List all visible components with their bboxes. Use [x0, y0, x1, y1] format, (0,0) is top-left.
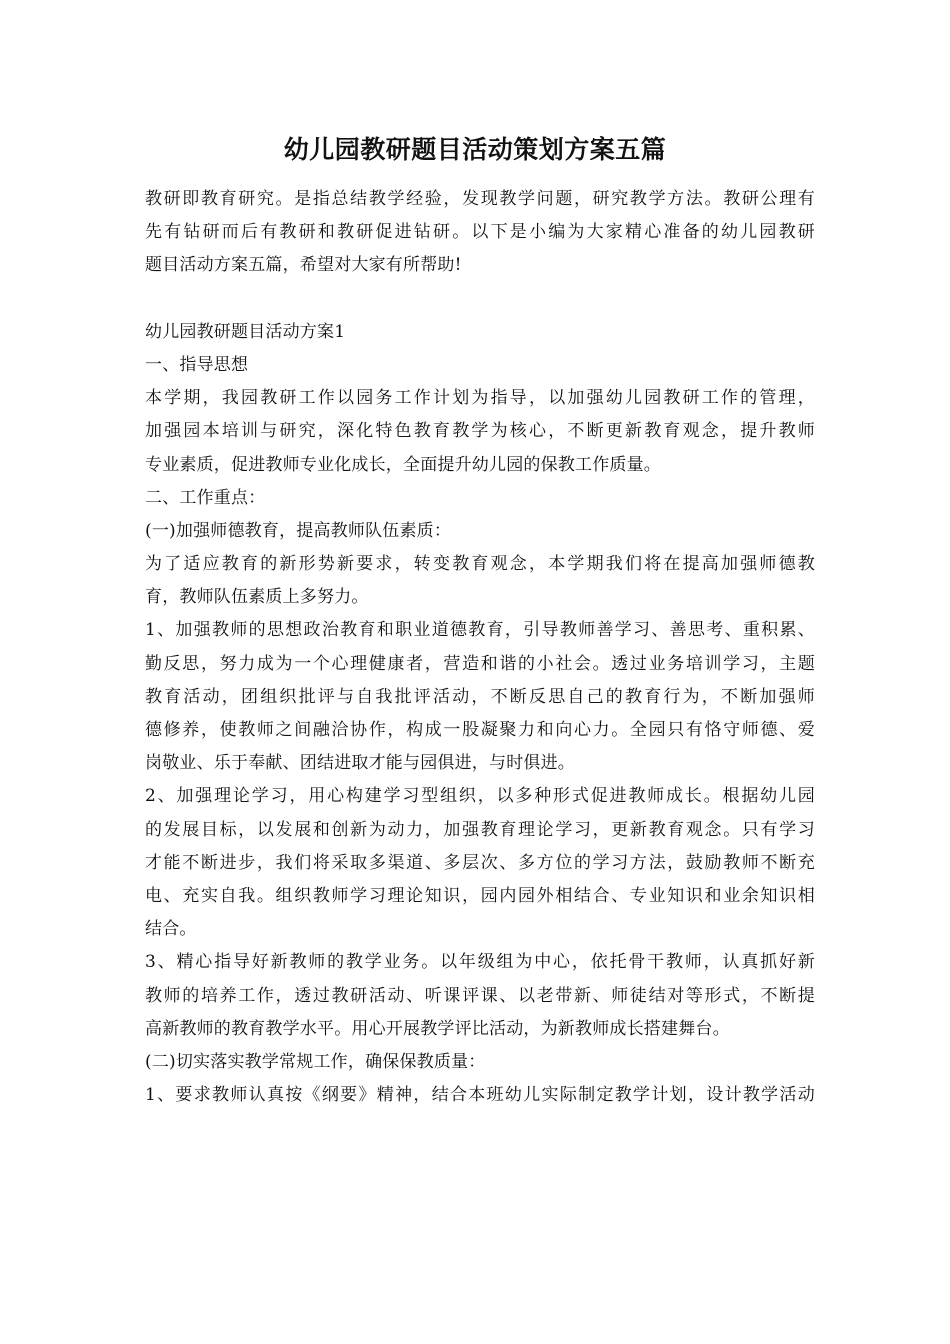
body-text-line: 2、加强理论学习，用心构建学习型组织，以多种形式促进教师成长。根据幼儿园: [145, 786, 815, 807]
body-text-line: 二、工作重点：: [145, 487, 266, 508]
body-text-line: 电、充实自我。组织教师学习理论知识，园内园外相结合、专业知识和业余知识相: [145, 885, 815, 906]
body-text-line: 为了适应教育的新形势新要求，转变教育观念，本学期我们将在提高加强师德教: [145, 554, 815, 575]
body-text-line: 德修养，使教师之间融洽协作，构成一股凝聚力和向心力。全园只有恪守师德、爱: [145, 720, 815, 740]
body-text-line: 专业素质，促进教师专业化成长，全面提升幼儿园的保教工作质量。: [145, 454, 661, 475]
body-text-line: 教师的培养工作，透过教研活动、听课评课、以老带新、师徒结对等形式，不断提: [145, 985, 815, 1006]
body-text-line: 3、精心指导好新教师的教学业务。以年级组为中心，依托骨干教师，认真抓好新: [145, 952, 815, 973]
body-text-line: 结合。: [145, 919, 197, 940]
document-body: [145, 183, 815, 1112]
body-text-line: 勤反思，努力成为一个心理健康者，营造和谐的小社会。透过业务培训学习，主题: [145, 653, 815, 674]
blank-line: [145, 283, 815, 316]
body-text-line: 1、加强教师的思想政治教育和职业道德教育，引导教师善学习、善思考、重积累、: [145, 620, 815, 641]
body-text-line: 一、指导思想: [145, 354, 249, 375]
body-text-line: 高新教师的教育教学水平。用心开展教学评比活动，为新教师成长搭建舞台。: [145, 1018, 730, 1039]
body-text-line: 才能不断进步，我们将采取多渠道、多层次、多方位的学习方法，鼓励教师不断充: [145, 852, 815, 873]
body-text-line: 题目活动方案五篇，希望对大家有所帮助!: [145, 255, 462, 276]
body-text-line: 幼儿园教研题目活动方案1: [145, 321, 346, 342]
body-text-line: 教育活动，团组织批评与自我批评活动，不断反思自己的教育行为，不断加强师: [145, 686, 815, 707]
body-text-line: (一)加强师德教育，提高教师队伍素质：: [145, 520, 452, 541]
body-text-line: 先有钻研而后有教研和教研促进钻研。以下是小编为大家精心准备的幼儿园教研: [145, 222, 815, 243]
body-text-line: 的发展目标，以发展和创新为动力，加强教育理论学习，更新教育观念。只有学习: [145, 819, 815, 840]
document-title: 幼儿园教研题目活动策划方案五篇: [283, 135, 667, 164]
body-text-line: 1、要求教师认真按《纲要》精神，结合本班幼儿实际制定教学计划，设计教学活动: [145, 1085, 815, 1106]
body-text-line: 教研即教育研究。是指总结教学经验，发现教学问题，研究教学方法。教研公理有: [145, 189, 815, 209]
body-text-line: (二)切实落实教学常规工作，确保保教质量：: [145, 1051, 486, 1072]
body-text-line: 本学期，我园教研工作以园务工作计划为指导，以加强幼儿园教研工作的管理，: [145, 388, 815, 409]
body-text-line: 岗敬业、乐于奉献、团结进取才能与园俱进，与时俱进。: [145, 753, 575, 774]
body-text-line: 育，教师队伍素质上多努力。: [145, 587, 369, 608]
body-text-line: 加强园本培训与研究，深化特色教育教学为核心，不断更新教育观念，提升教师: [145, 421, 815, 442]
